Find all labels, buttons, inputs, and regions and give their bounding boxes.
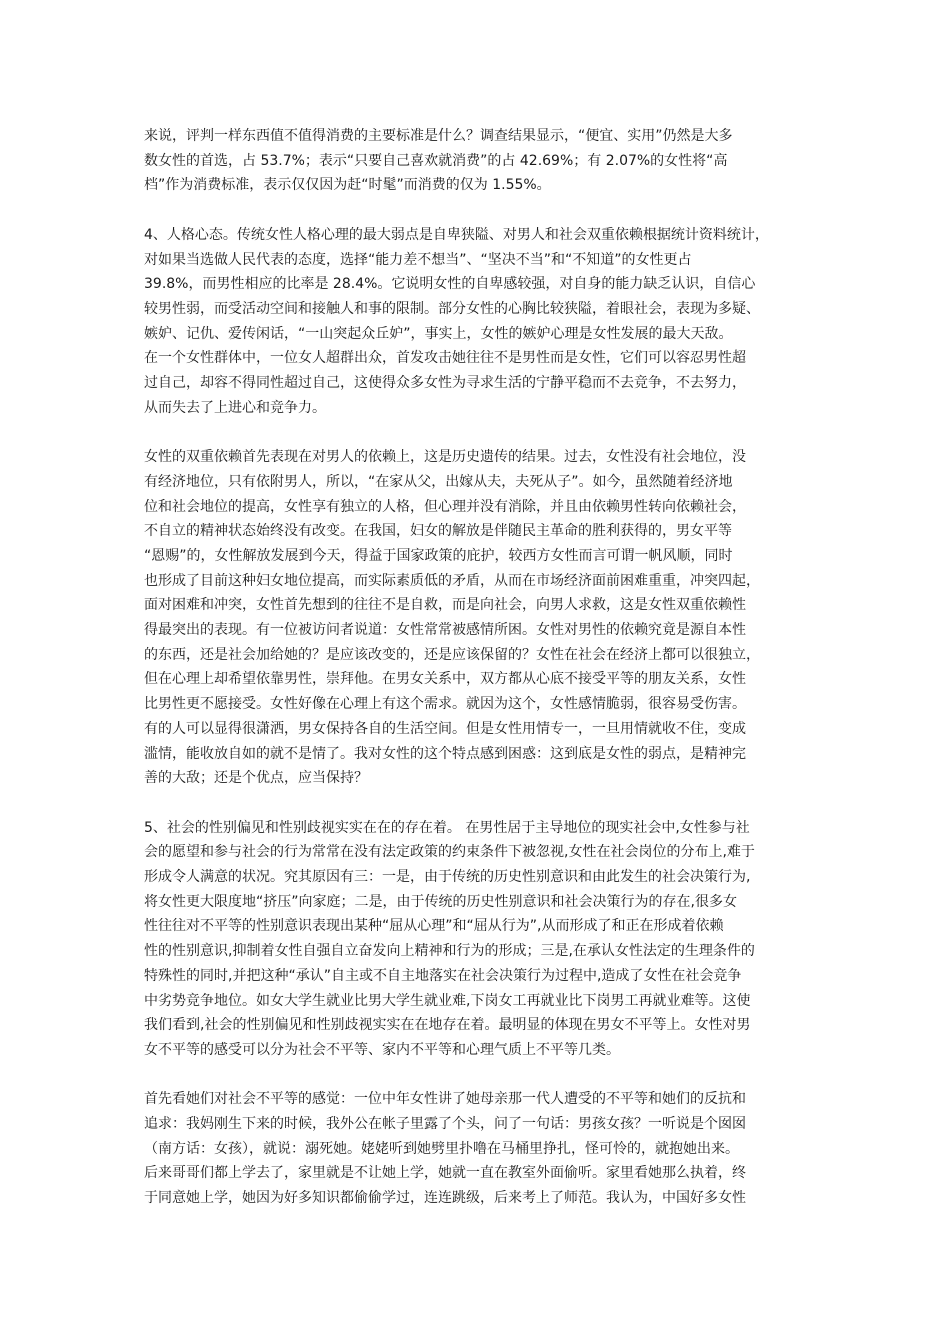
text-line: 嫉妒、记仇、爱传闲话，“一山突起众丘妒”，事实上，女性的嫉妒心理是女性发展的最大天敌。 [144, 325, 733, 342]
text-line: 但在心理上却希望依靠男性，崇拜他。在男女关系中，双方都从心底不接受平等的朋友关系，女性 [144, 671, 746, 688]
text-line: 从而失去了上进心和竞争力。 [144, 399, 326, 416]
text-line: 性往往对不平等的性别意识表现出某种“屈从心理”和“屈从行为”,从而形成了和正在形成着依赖 [144, 918, 724, 935]
paragraph-dual-dependence [144, 445, 816, 791]
text-line: 不自立的精神状态始终没有改变。在我国，妇女的解放是伴随民主革命的胜利获得的，男女平等 [144, 523, 732, 540]
text-line: 档”作为消费标准，表示仅仅因为赶“时髦”而消费的仅为 1.55%。 [144, 177, 551, 194]
text-line: 我们看到,社会的性别偏见和性别歧视实实在在地存在着。最明显的体现在男女不平等上。女性对男 [144, 1017, 751, 1034]
text-line: 过自己，却容不得同性超过自己，这使得众多女性为寻求生活的宁静平稳而不去竞争，不去努力， [144, 375, 746, 392]
paragraph-personality-mentality [144, 223, 816, 421]
text-line: 将女性更大限度地“挤压”向家庭；二是，由于传统的历史性别意识和社会决策行为的存在,很多女 [144, 893, 737, 910]
text-line: 也形成了目前这种妇女地位提高，而实际素质低的矛盾，从而在市场经济面前困难重重，冲突四起， [144, 572, 760, 589]
paragraph-spacer [144, 420, 816, 445]
text-line: 较男性弱，而受活动空间和接触人和事的限制。部分女性的心胸比较狭隘，着眼社会，表现为多疑、 [144, 300, 760, 317]
text-line: 滥情，能收放自如的就不是情了。我对女性的这个特点感到困惑：这到底是女性的弱点，是精神完 [144, 745, 746, 762]
text-line: 善的大敌；还是个优点，应当保持？ [144, 770, 368, 787]
text-line: 数女性的首选，占 53.7%；表示“只要自己喜欢就消费”的占 42.69%；有 2.07%的女性将“高 [144, 152, 728, 169]
paragraph-spacer [144, 198, 816, 223]
text-line: 女性的双重依赖首先表现在对男人的依赖上，这是历史遗传的结果。过去，女性没有社会地位，没 [144, 449, 746, 466]
document-page [144, 124, 816, 1211]
text-line: 后来哥哥们都上学去了，家里就是不让她上学，她就一直在教室外面偷听。家里看她那么执着，终 [144, 1165, 746, 1182]
text-line: “恩赐”的，女性解放发展到今天，得益于国家政策的庇护，较西方女性而言可谓一帆风顺，同时 [144, 547, 733, 564]
paragraph-spacer [144, 791, 816, 816]
text-line: （南方话：女孩），就说：溺死她。姥姥听到她劈里扑噜在马桶里挣扎，怪可怜的，就抱她出来。 [144, 1140, 739, 1157]
text-line: 性的性别意识,抑制着女性自强自立奋发向上精神和行为的形成；三是,在承认女性法定的生理条件的 [144, 943, 755, 960]
text-line: 得最突出的表现。有一位被访问者说道：女性常常被感情所困。女性对男性的依赖究竟是源自本性 [144, 622, 746, 639]
text-line: 形成令人满意的状况。究其原因有三：一是，由于传统的历史性别意识和由此发生的社会决策行为, [144, 869, 751, 886]
paragraph-gender-bias [144, 816, 816, 1063]
text-line: 首先看她们对社会不平等的感觉：一位中年女性讲了她母亲那一代人遭受的不平等和她们的反抗和 [144, 1091, 746, 1108]
text-line: 有经济地位，只有依附男人，所以，“在家从父，出嫁从夫，夫死从子”。如今，虽然随着经济地 [144, 473, 733, 490]
paragraph-spacer [144, 1063, 816, 1088]
paragraph-social-inequality [144, 1087, 816, 1211]
text-line: 特殊性的同时,并把这种“承认”自主或不自主地落实在社会决策行为过程中,造成了女性在社会竞争 [144, 967, 742, 984]
text-line: 女不平等的感受可以分为社会不平等、家内不平等和心理气质上不平等几类。 [144, 1041, 620, 1058]
text-line: 来说，评判一样东西值不值得消费的主要标准是什么？调查结果显示，“便宜、实用”仍然是大多 [144, 128, 733, 144]
text-line: 比男性更不愿接受。女性好像在心理上有这个需求。就因为这个，女性感情脆弱，很容易受伤害。 [144, 696, 746, 713]
text-line: 追求：我妈刚生下来的时候，我外公在帐子里露了个头，问了一句话：男孩女孩？一听说是个囡囡 [144, 1116, 746, 1133]
text-line: 面对困难和冲突，女性首先想到的往往不是自救，而是向社会，向男人求救，这是女性双重依赖性 [144, 597, 746, 614]
text-line: 5、社会的性别偏见和性别歧视实实在在的存在着。 在男性居于主导地位的现实社会中,女性参与社 [144, 819, 750, 836]
text-line: 对如果当选做人民代表的态度，选择“能力差不想当”、“坚决不当”和“不知道”的女性更占 [144, 251, 692, 268]
text-line: 的东西，还是社会加给她的？是应该改变的，还是应该保留的？女性在社会在经济上都可以很独立， [144, 646, 760, 663]
text-line: 会的愿望和参与社会的行为常常在没有法定政策的约束条件下被忽视,女性在社会岗位的分布上,难于 [144, 844, 755, 861]
text-line: 在一个女性群体中，一位女人超群出众，首发攻击她往往不是男性而是女性，它们可以容忍男性超 [144, 350, 746, 367]
text-line: 位和社会地位的提高，女性享有独立的人格，但心理并没有消除，并且由依赖男性转向依赖社会， [144, 498, 746, 515]
text-line: 中劣势竞争地位。如女大学生就业比男大学生就业难,下岗女工再就业比下岗男工再就业难等。这使 [144, 992, 751, 1009]
text-line: 有的人可以显得很潇洒，男女保持各自的生活空间。但是女性用情专一，一旦用情就收不住，变成 [144, 720, 746, 737]
text-line: 于同意她上学，她因为好多知识都偷偷学过，连连跳级，后来考上了师范。我认为，中国好多女性 [144, 1190, 746, 1207]
text-line: 4、人格心态。传统女性人格心理的最大弱点是自卑狭隘、对男人和社会双重依赖根据统计资料统计， [144, 226, 769, 243]
paragraph-consumption-standards [144, 124, 816, 198]
text-line: 39.8%，而男性相应的比率是 28.4%。它说明女性的自卑感较强，对自身的能力缺乏认识，自信心 [144, 276, 756, 293]
